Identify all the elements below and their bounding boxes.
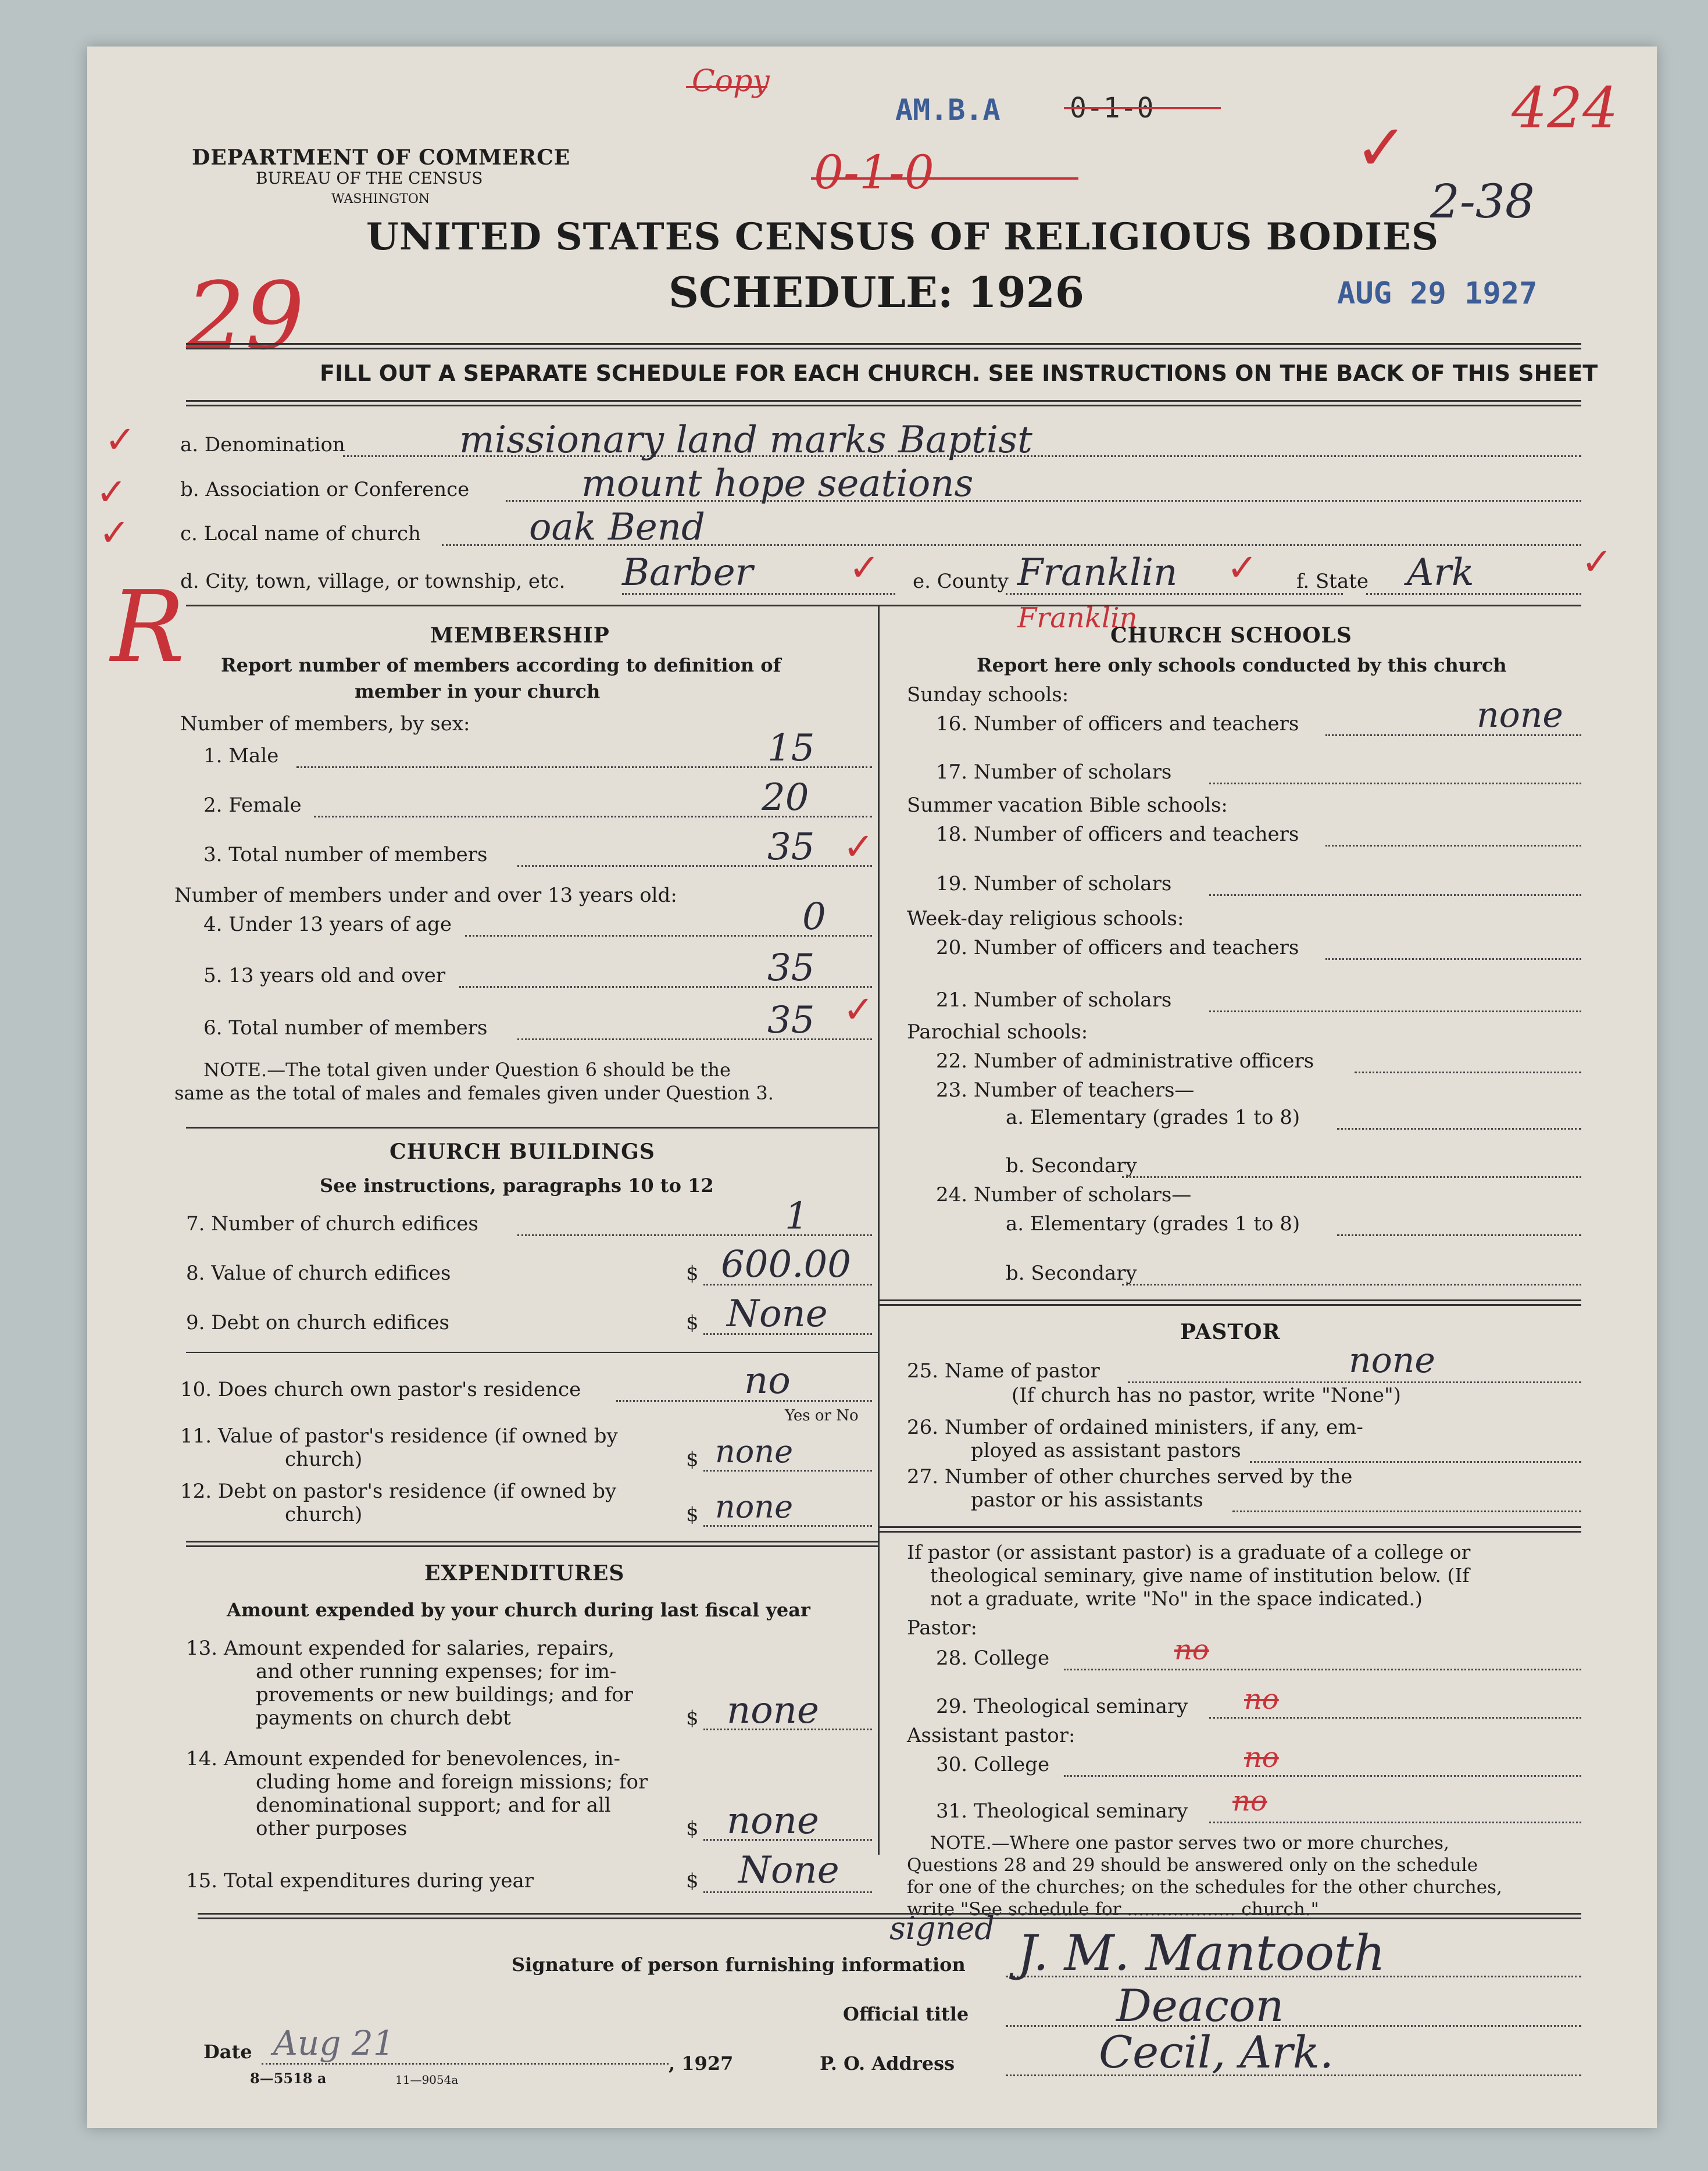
q16-value[interactable]: none — [1477, 695, 1563, 735]
male-label: 1. Male — [203, 744, 279, 767]
pastor-note-2: Questions 28 and 29 should be answered only on the schedule — [907, 1855, 1478, 1876]
graduate-instruction-2: theological seminary, give name of institution below. (If — [930, 1564, 1470, 1587]
assistant-college-label: 30. College — [936, 1753, 1050, 1776]
benevolences-label-4: other purposes — [256, 1817, 408, 1840]
number-2-38: 2-38 — [1430, 174, 1535, 228]
handwritten-code-strike — [811, 177, 1078, 180]
association-label: b. Association or Conference — [180, 478, 470, 501]
dollar-sign: $ — [686, 1817, 699, 1840]
buildings-title: CHURCH BUILDINGS — [390, 1140, 655, 1164]
margin-check-icon: ✓ — [105, 419, 136, 462]
denomination-value[interactable]: missionary land marks Baptist — [459, 419, 1032, 462]
total-expenditures[interactable]: None — [738, 1849, 839, 1892]
membership-note-line2: same as the total of males and females given under Question 3. — [174, 1082, 774, 1104]
benevolences-label-1: 14. Amount expended for benevolences, in- — [186, 1747, 621, 1770]
graduate-instruction-1: If pastor (or assistant pastor) is a graduate of a college or — [907, 1541, 1471, 1563]
margin-check-icon: ✓ — [99, 512, 130, 555]
by-age-label: Number of members under and over 13 years old: — [174, 884, 677, 907]
red-letter-r: R — [110, 570, 185, 685]
under-13-count[interactable]: 0 — [802, 895, 826, 938]
q22-label: 22. Number of administrative officers — [936, 1049, 1314, 1073]
bureau-name: BUREAU OF THE CENSUS — [256, 169, 483, 188]
q24-label: 24. Number of scholars— — [936, 1183, 1192, 1206]
po-address-value[interactable]: Cecil, Ark. — [1099, 2026, 1334, 2078]
denomination-label: a. Denomination — [180, 433, 345, 456]
q19-label: 19. Number of scholars — [936, 872, 1172, 895]
over-13-count[interactable]: 35 — [767, 947, 815, 990]
dollar-sign: $ — [686, 1448, 699, 1471]
pastor-name-value[interactable]: none — [1349, 1340, 1435, 1381]
schedule-title: SCHEDULE: 1926 — [669, 267, 1084, 317]
code-strikethrough — [1064, 107, 1221, 109]
signed-annotation: signed — [889, 1910, 995, 1947]
code-stamp: 0-1-0 — [1070, 92, 1154, 124]
pastor-title: PASTOR — [1180, 1320, 1281, 1344]
residence-value-label-2: church) — [285, 1448, 363, 1471]
salaries-label-3: provements or new buildings; and for — [256, 1683, 633, 1706]
q21-label: 21. Number of scholars — [936, 988, 1172, 1012]
official-title-label: Official title — [843, 2003, 969, 2025]
signature-label: Signature of person furnishing information — [512, 1954, 966, 1976]
county-correction: Franklin — [1017, 602, 1138, 634]
q23b-label: b. Secondary — [1006, 1154, 1137, 1177]
department-name: DEPARTMENT OF COMMERCE — [192, 145, 571, 170]
total-members-label: 3. Total number of members — [203, 843, 488, 866]
pastor-name-note: (If church has no pastor, write "None") — [1012, 1384, 1401, 1407]
pastor-subheading: Pastor: — [907, 1616, 977, 1640]
sunday-schools-label: Sunday schools: — [907, 683, 1069, 706]
residence-debt[interactable]: none — [715, 1488, 794, 1525]
edifices-count-label: 7. Number of church edifices — [186, 1212, 478, 1236]
association-value[interactable]: mount hope seations — [581, 462, 974, 505]
total-expenditures-label: 15. Total expenditures during year — [186, 1869, 534, 1893]
separate-schedule-instruction: FILL OUT A SEPARATE SCHEDULE FOR EACH CHURCH. SEE INSTRUCTIONS ON THE BACK OF THIS SHEET — [320, 360, 1598, 386]
form-number-1: 8—5518 a — [250, 2070, 327, 2087]
salaries-label-2: and other running expenses; for im- — [256, 1660, 617, 1683]
q18-label: 18. Number of officers and teachers — [936, 823, 1299, 846]
membership-title: MEMBERSHIP — [430, 623, 610, 648]
q23-label: 23. Number of teachers— — [936, 1079, 1195, 1102]
residence-value[interactable]: none — [715, 1433, 794, 1470]
q20-label: 20. Number of officers and teachers — [936, 936, 1299, 959]
red-number-29: 29 — [186, 262, 305, 370]
edifices-debt[interactable]: None — [727, 1292, 828, 1336]
census-schedule-sheet — [87, 47, 1657, 2128]
dollar-sign: $ — [686, 1503, 699, 1526]
assistant-pastors-label-2: ployed as assistant pastors — [971, 1439, 1241, 1462]
assistant-seminary-label: 31. Theological seminary — [936, 1799, 1188, 1823]
q16-label: 16. Number of officers and teachers — [936, 712, 1299, 735]
total-members-6-count[interactable]: 35 — [767, 999, 815, 1042]
salaries-amount[interactable]: none — [727, 1689, 819, 1732]
other-churches-label-2: pastor or his assistants — [971, 1488, 1203, 1512]
expenditures-title: EXPENDITURES — [424, 1561, 625, 1586]
yes-no-hint: Yes or No — [785, 1407, 859, 1424]
assistant-college-value[interactable]: no — [1244, 1741, 1279, 1774]
edifices-value[interactable]: 600.00 — [721, 1243, 851, 1286]
state-value[interactable]: Ark — [1407, 551, 1474, 594]
over-13-label: 5. 13 years old and over — [203, 964, 446, 987]
received-date-stamp: AUG 29 1927 — [1337, 276, 1538, 311]
buildings-subtitle: See instructions, paragraphs 10 to 12 — [320, 1174, 714, 1197]
county-label: e. County — [913, 570, 1009, 593]
pastor-name-label: 25. Name of pastor — [907, 1359, 1100, 1383]
official-title-value[interactable]: Deacon — [1116, 1980, 1284, 2031]
total-6-check-icon: ✓ — [843, 988, 874, 1031]
city-check-icon: ✓ — [849, 547, 880, 590]
edifices-count[interactable]: 1 — [785, 1195, 809, 1238]
dollar-sign: $ — [686, 1262, 699, 1285]
benevolences-label-3: denominational support; and for all — [256, 1794, 611, 1817]
city-value[interactable]: Barber — [622, 551, 753, 594]
local-name-label: c. Local name of church — [180, 522, 421, 545]
benevolences-amount[interactable]: none — [727, 1799, 819, 1843]
amba-stamp: AM.B.A — [895, 93, 1000, 127]
signature-value[interactable]: J. M. Mantooth — [1017, 1924, 1385, 1981]
date-value[interactable]: Aug 21 — [273, 2023, 395, 2063]
copy-strike-text: Copy — [692, 64, 770, 99]
pastor-note-3: for one of the churches; on the schedules for the other churches, — [907, 1877, 1502, 1898]
own-residence-value[interactable]: no — [744, 1359, 791, 1402]
benevolences-label-2: cluding home and foreign missions; for — [256, 1770, 648, 1794]
assistant-pastor-subheading: Assistant pastor: — [907, 1724, 1075, 1747]
own-residence-label: 10. Does church own pastor's residence — [180, 1378, 581, 1401]
margin-check-icon: ✓ — [96, 471, 127, 514]
red-checkmark-large: ✓ — [1355, 110, 1409, 185]
red-number-424: 424 — [1512, 76, 1618, 141]
county-value[interactable]: Franklin — [1017, 551, 1178, 594]
assistant-pastors-label-1: 26. Number of ordained ministers, if any, em- — [907, 1416, 1363, 1439]
handwritten-code: 0-1-0 — [814, 145, 934, 199]
total-check-icon: ✓ — [843, 826, 874, 869]
pastor-seminary-label: 29. Theological seminary — [936, 1695, 1188, 1718]
city-label: d. City, town, village, or township, etc. — [180, 570, 566, 593]
form-number-2: 11—9054a — [395, 2073, 459, 2087]
edifices-value-label: 8. Value of church edifices — [186, 1262, 451, 1285]
expenditures-subtitle: Amount expended by your church during last fiscal year — [227, 1599, 810, 1621]
local-name-value[interactable]: oak Bend — [529, 506, 705, 549]
under-13-label: 4. Under 13 years of age — [203, 913, 452, 936]
po-address-label: P. O. Address — [820, 2052, 955, 2074]
church-schools-subtitle: Report here only schools conducted by this church — [977, 654, 1507, 676]
edifices-debt-label: 9. Debt on church edifices — [186, 1311, 449, 1334]
date-year: , 1927 — [669, 2052, 734, 2074]
total-members-count[interactable]: 35 — [767, 826, 815, 869]
pastor-note-4: write "See schedule for ................... church." — [907, 1899, 1319, 1920]
pastor-note-1: NOTE.—Where one pastor serves two or more churches, — [930, 1833, 1449, 1854]
residence-debt-label-1: 12. Debt on pastor's residence (if owned by — [180, 1480, 617, 1503]
dollar-sign: $ — [686, 1869, 699, 1893]
total-members-6-label: 6. Total number of members — [203, 1016, 488, 1040]
by-sex-label: Number of members, by sex: — [180, 712, 470, 735]
date-label: Date — [203, 2041, 252, 2063]
weekday-schools-label: Week-day religious schools: — [907, 907, 1184, 930]
church-schools-title: CHURCH SCHOOLS — [1110, 623, 1352, 648]
other-churches-label-1: 27. Number of other churches served by the — [907, 1465, 1353, 1488]
parochial-schools-label: Parochial schools: — [907, 1020, 1088, 1044]
washington-label: WASHINGTON — [331, 192, 430, 206]
membership-note-line1: NOTE.—The total given under Question 6 should be the — [203, 1059, 731, 1081]
salaries-label-1: 13. Amount expended for salaries, repairs, — [186, 1637, 615, 1660]
residence-debt-label-2: church) — [285, 1503, 363, 1526]
form-title: UNITED STATES CENSUS OF RELIGIOUS BODIES — [366, 215, 1439, 259]
female-count[interactable]: 20 — [762, 776, 809, 819]
female-label: 2. Female — [203, 794, 302, 817]
dollar-sign: $ — [686, 1311, 699, 1334]
q24b-label: b. Secondary — [1006, 1262, 1137, 1285]
membership-subtitle-1: Report number of members according to definition of — [221, 654, 781, 676]
state-check-icon: ✓ — [1581, 541, 1613, 584]
male-count[interactable]: 15 — [767, 727, 815, 770]
q17-label: 17. Number of scholars — [936, 760, 1172, 784]
q23a-label: a. Elementary (grades 1 to 8) — [1006, 1106, 1300, 1129]
summer-schools-label: Summer vacation Bible schools: — [907, 794, 1228, 817]
county-check-icon: ✓ — [1227, 547, 1258, 590]
pastor-college-value[interactable]: no — [1174, 1634, 1209, 1666]
state-label: f. State — [1296, 570, 1368, 593]
graduate-instruction-3: not a graduate, write "No" in the space indicated.) — [930, 1587, 1423, 1610]
q24a-label: a. Elementary (grades 1 to 8) — [1006, 1212, 1300, 1236]
salaries-label-4: payments on church debt — [256, 1706, 511, 1730]
assistant-seminary-value[interactable]: no — [1232, 1785, 1267, 1818]
pastor-college-label: 28. College — [936, 1647, 1050, 1670]
dollar-sign: $ — [686, 1706, 699, 1730]
residence-value-label-1: 11. Value of pastor's residence (if owned by — [180, 1424, 618, 1448]
pastor-seminary-value[interactable]: no — [1244, 1683, 1279, 1716]
copy-strikethrough — [686, 86, 767, 88]
membership-subtitle-2: member in your church — [355, 680, 601, 702]
